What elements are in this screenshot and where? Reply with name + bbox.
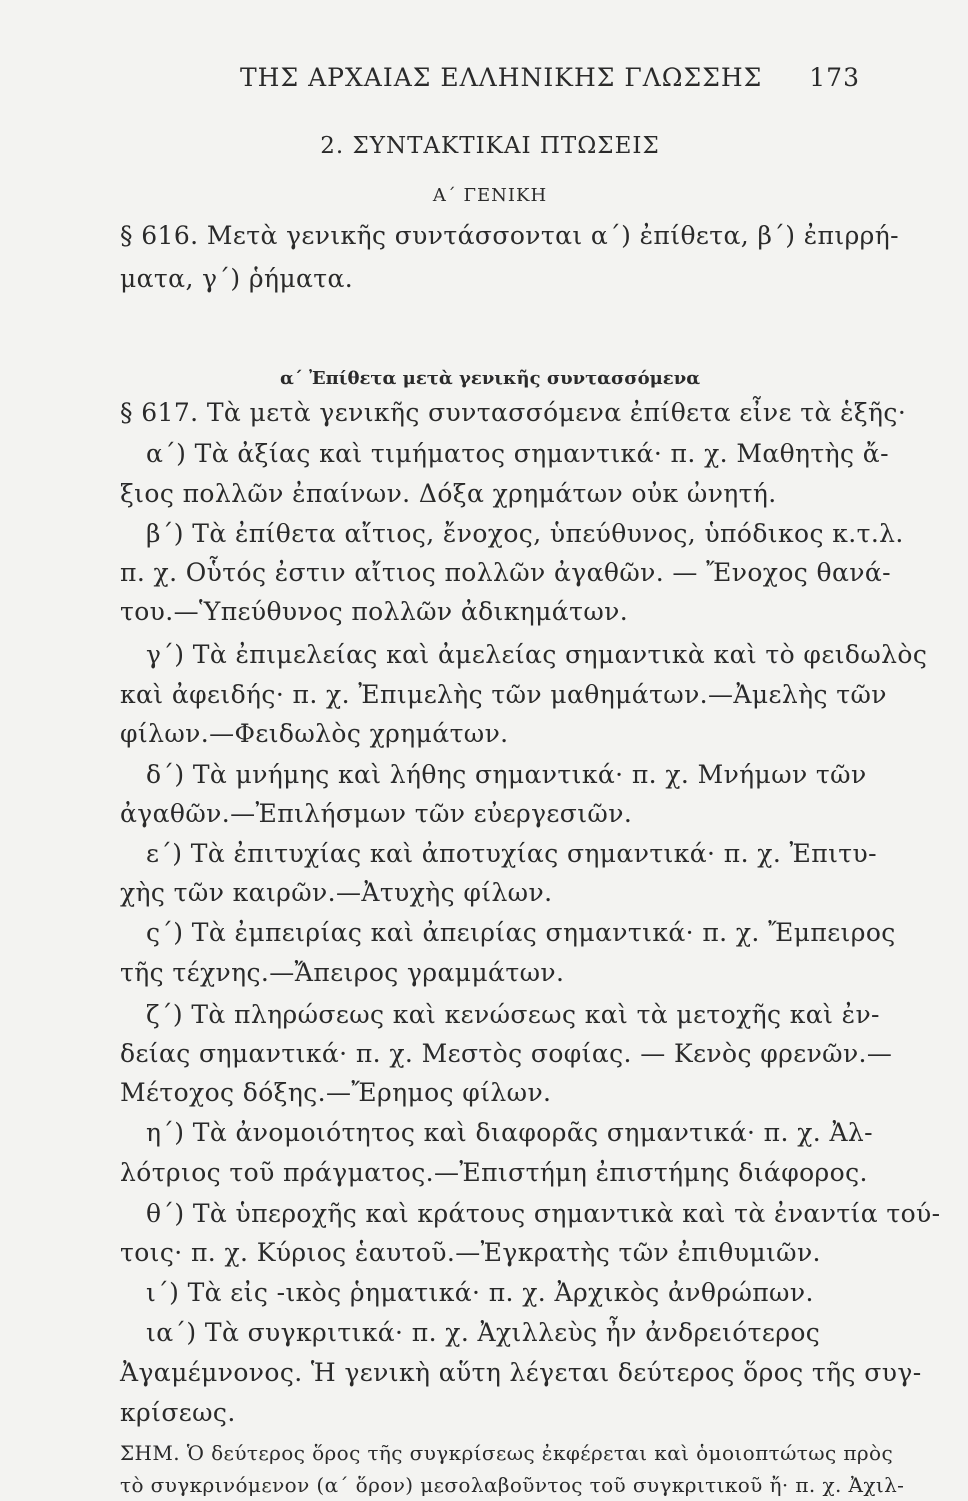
running-header xyxy=(120,55,860,95)
book-page xyxy=(120,55,941,1497)
section-title: 2. ΣΥΝΤΑΚΤΙΚΑΙ ΠΤΩΣΕΙΣ xyxy=(320,133,660,159)
note-line: ΣΗΜ. Ὁ δεύτερος ὅρος τῆς συγκρίσεως ἐκφέρεται καὶ ὁμοιοπτώτως πρὸς xyxy=(120,1441,894,1465)
running-title: ΤΗΣ ΑΡΧΑΙΑΣ ΕΛΛΗΝΙΚΗΣ ΓΛΩΣΣΗΣ xyxy=(240,63,763,92)
text-line: φίλων.—Φειδωλὸς χρημάτων. xyxy=(120,719,509,748)
text-line: Ἀγαμέμνονος. Ἡ γενικὴ αὕτη λέγεται δεύτερος ὅρος τῆς συγ- xyxy=(120,1358,922,1387)
text-line: § 617. Τὰ μετὰ γενικῆς συντασσόμενα ἐπίθετα εἶνε τὰ ἑξῆς· xyxy=(120,398,907,427)
text-line: δείας σημαντικά· π. χ. Μεστὸς σοφίας. — Κενὸς φρενῶν.— xyxy=(120,1039,893,1068)
text-line: καὶ ἀφειδής· π. χ. Ἐπιμελὴς τῶν μαθημάτων.—Ἀμελὴς τῶν xyxy=(120,680,887,709)
text-line: θ΄) Τὰ ὑπεροχῆς καὶ κράτους σημαντικὰ καὶ τὰ ἐναντία τού- xyxy=(146,1199,941,1228)
text-line: ε΄) Τὰ ἐπιτυχίας καὶ ἀποτυχίας σημαντικά· π. χ. Ἐπιτυ- xyxy=(146,839,877,868)
text-line: του.—Ὑπεύθυνος πολλῶν ἀδικημάτων. xyxy=(120,597,629,626)
text-line: ξιος πολλῶν ἐπαίνων. Δόξα χρημάτων οὐκ ὠνητή. xyxy=(120,479,777,508)
text-line: κρίσεως. xyxy=(120,1398,236,1427)
text-line: γ΄) Τὰ ἐπιμελείας καὶ ἀμελείας σημαντικὰ καὶ τὸ φειδωλὸς xyxy=(146,640,928,669)
text-line: η΄) Τὰ ἀνομοιότητος καὶ διαφορᾶς σημαντικά· π. χ. Ἀλ- xyxy=(146,1118,873,1147)
text-line: ματα, γ΄) ῥήματα. xyxy=(120,264,354,293)
text-line: α΄) Τὰ ἀξίας καὶ τιμήματος σημαντικά· π. χ. Μαθητὴς ἄ- xyxy=(146,439,889,468)
text-line: ι΄) Τὰ εἰς -ικὸς ῥηματικά· π. χ. Ἀρχικὸς ἀνθρώπων. xyxy=(146,1278,814,1307)
text-line: ἀγαθῶν.—Ἐπιλήσμων τῶν εὐεργεσιῶν. xyxy=(120,799,633,828)
text-line: τῆς τέχνης.—Ἄπειρος γραμμάτων. xyxy=(120,958,565,987)
text-line: χὴς τῶν καιρῶν.—Ἀτυχὴς φίλων. xyxy=(120,878,553,907)
page-number: 173 xyxy=(809,63,860,92)
section-subtitle: Α΄ ΓΕΝΙΚΗ xyxy=(432,185,548,206)
text-line: § 616. Μετὰ γενικῆς συντάσσονται α΄) ἐπίθετα, β΄) ἐπιρρή- xyxy=(120,221,899,250)
text-line: τοις· π. χ. Κύριος ἑαυτοῦ.—Ἐγκρατὴς τῶν ἐπιθυμιῶν. xyxy=(120,1238,821,1267)
text-line: π. χ. Οὗτός ἐστιν αἴτιος πολλῶν ἀγαθῶν. — Ἔνοχος θανά- xyxy=(120,558,892,587)
text-line: ς΄) Τὰ ἐμπειρίας καὶ ἀπειρίας σημαντικά· π. χ. Ἔμπειρος xyxy=(146,918,896,947)
text-line: δ΄) Τὰ μνήμης καὶ λήθης σημαντικά· π. χ. Μνήμων τῶν xyxy=(146,760,867,789)
text-line: β΄) Τὰ ἐπίθετα αἴτιος, ἔνοχος, ὑπεύθυνος, ὑπόδικος κ.τ.λ. xyxy=(146,519,904,548)
text-line: ια΄) Τὰ συγκριτικά· π. χ. Ἀχιλλεὺς ἦν ἀνδρειότερος xyxy=(146,1318,821,1347)
text-line: Μέτοχος δόξης.—Ἔρημος φίλων. xyxy=(120,1078,552,1107)
note-line: τὸ συγκρινόμενον (α΄ ὅρον) μεσολαβοῦντος τοῦ συγκριτικοῦ ἤ· π. χ. Ἀχιλ- xyxy=(120,1473,905,1497)
text-line: λότριος τοῦ πράγματος.—Ἐπιστήμη ἐπιστήμης διάφορος. xyxy=(120,1158,868,1187)
text-line: ζ΄) Τὰ πληρώσεως καὶ κενώσεως καὶ τὰ μετοχῆς καὶ ἐν- xyxy=(146,1000,880,1029)
subsection-title: α΄ Ἐπίθετα μετὰ γενικῆς συντασσόμενα xyxy=(279,368,701,389)
